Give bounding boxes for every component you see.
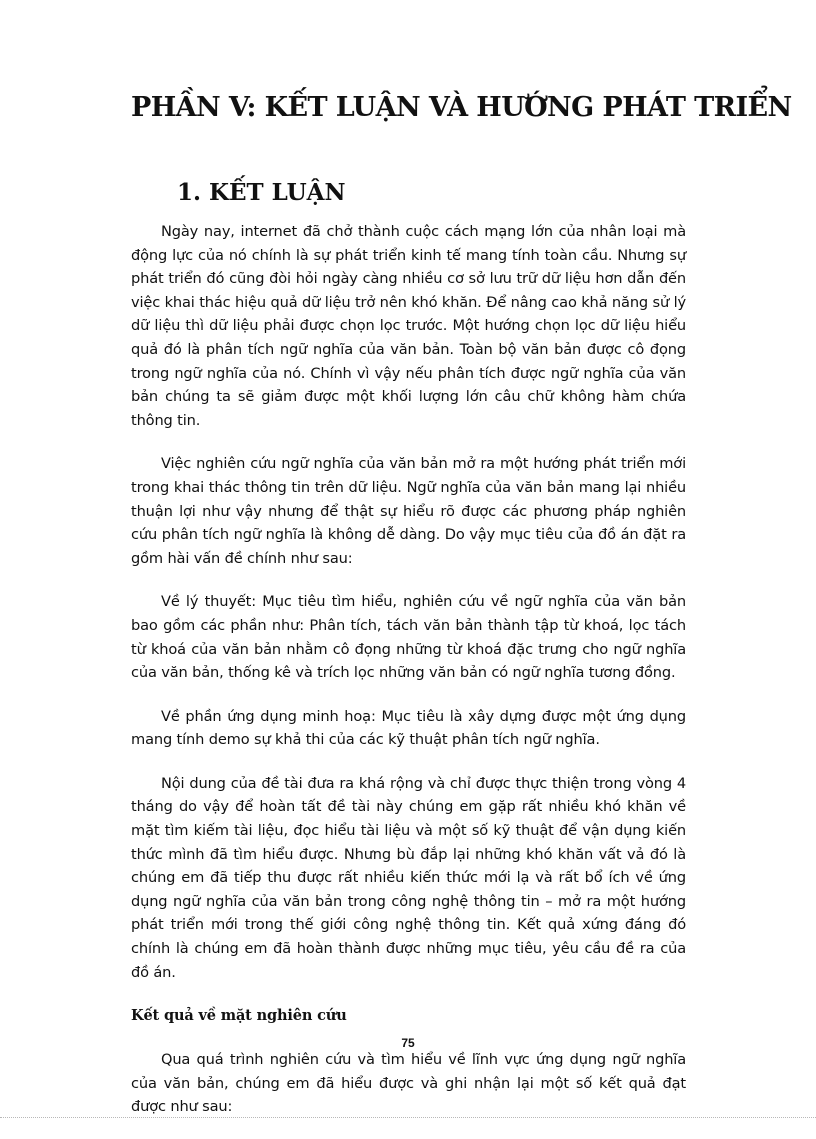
paragraph-application: Về phần ứng dụng minh hoạ: Mục tiêu là xây dựng được một ứng dụng mang tính demo sự khả thi của các kỹ thuật phân tích ngữ nghĩa. bbox=[131, 707, 686, 749]
page-number: 75 bbox=[401, 1036, 415, 1050]
paragraph-theory: Về lý thuyết: Mục tiêu tìm hiểu, nghiên cứu về ngữ nghĩa của văn bản bao gồm các phần như: Phân tích, tách văn bản thành tập từ khoá, lọc tách từ khoá của văn bản nhằm cô đọng những từ khoá đặc trưng cho ngữ nghĩa của văn bản, thống kê và trích lọc những văn bản có ngữ nghĩa tương đồng. bbox=[131, 593, 686, 682]
section-title: 1. KẾT LUẬN bbox=[177, 179, 346, 206]
page-bottom-divider bbox=[0, 1117, 816, 1118]
part-title: PHẦN V: KẾT LUẬN VÀ HƯỚNG PHÁT TRIỂN bbox=[131, 92, 792, 123]
paragraph-scope: Nội dung của đề tài đưa ra khá rộng và chỉ được thực thiện trong vòng 4 tháng do vậy để hoàn tất đề tài này chúng em gặp rất nhiều khó khăn về mặt tìm kiếm tài liệu, đọc hiểu tài liệu và một số kỹ thuật để vận dụng kiến thức mình đã tìm hiểu được. Nhưng bù đắp lại những khó khăn vất vả đó là chúng em đã tiếp thu được rất nhiều kiến thức mới lạ và rất bổ ích về ứng dụng ngữ nghĩa của văn bản trong công nghệ thông tin – mở ra một hướng phát triển mới trong thế giới công nghệ thông tin. Kết quả xứng đáng đó chính là chúng em đã hoàn thành được những mục tiêu, yêu cầu đề ra của đồ án. bbox=[131, 774, 686, 981]
paragraph-objectives: Việc nghiên cứu ngữ nghĩa của văn bản mở ra một hướng phát triển mới trong khai thác thông tin trên dữ liệu. Ngữ nghĩa của văn bản mang lại nhiều thuận lợi như vậy nhưng để thật sự hiểu rõ được các phương pháp nghiên cứu phân tích ngữ nghĩa là không dễ dàng. Do vậy mục tiêu của đồ án đặt ra gồm hài vấn đề chính như sau: bbox=[131, 455, 686, 567]
subheading-research-results: Kết quả về mặt nghiên cứu bbox=[131, 1007, 347, 1025]
paragraph-intro: Ngày nay, internet đã chở thành cuộc cách mạng lớn của nhân loại mà động lực của nó chính là sự phát triển kinh tế mang tính toàn cầu. Nhưng sự phát triển đó cũng đòi hỏi ngày càng nhiều cơ sở lưu trữ dữ liệu hơn dẫn đến việc khai thác hiệu quả dữ liệu trở nên khó khăn. Để nâng cao khả năng sử lý dữ liệu thì dữ liệu phải được chọn lọc trước. Một hướng chọn lọc dữ liệu hiểu quả đó là phân tích ngữ nghĩa của văn bản. Toàn bộ văn bản được cô đọng trong ngữ nghĩa của nó. Chính vì vậy nếu phân tích được ngữ nghĩa của văn bản chúng ta sẽ giảm được một khối lượng lớn câu chữ không hàm chứa thông tin. bbox=[131, 223, 686, 429]
paragraph-results-intro: Qua quá trình nghiên cứu và tìm hiểu về lĩnh vực ứng dụng ngữ nghĩa của văn bản, chúng em đã hiểu được và ghi nhận lại một số kết quả đạt được như sau: bbox=[131, 1051, 686, 1116]
body-text bbox=[131, 220, 686, 1139]
